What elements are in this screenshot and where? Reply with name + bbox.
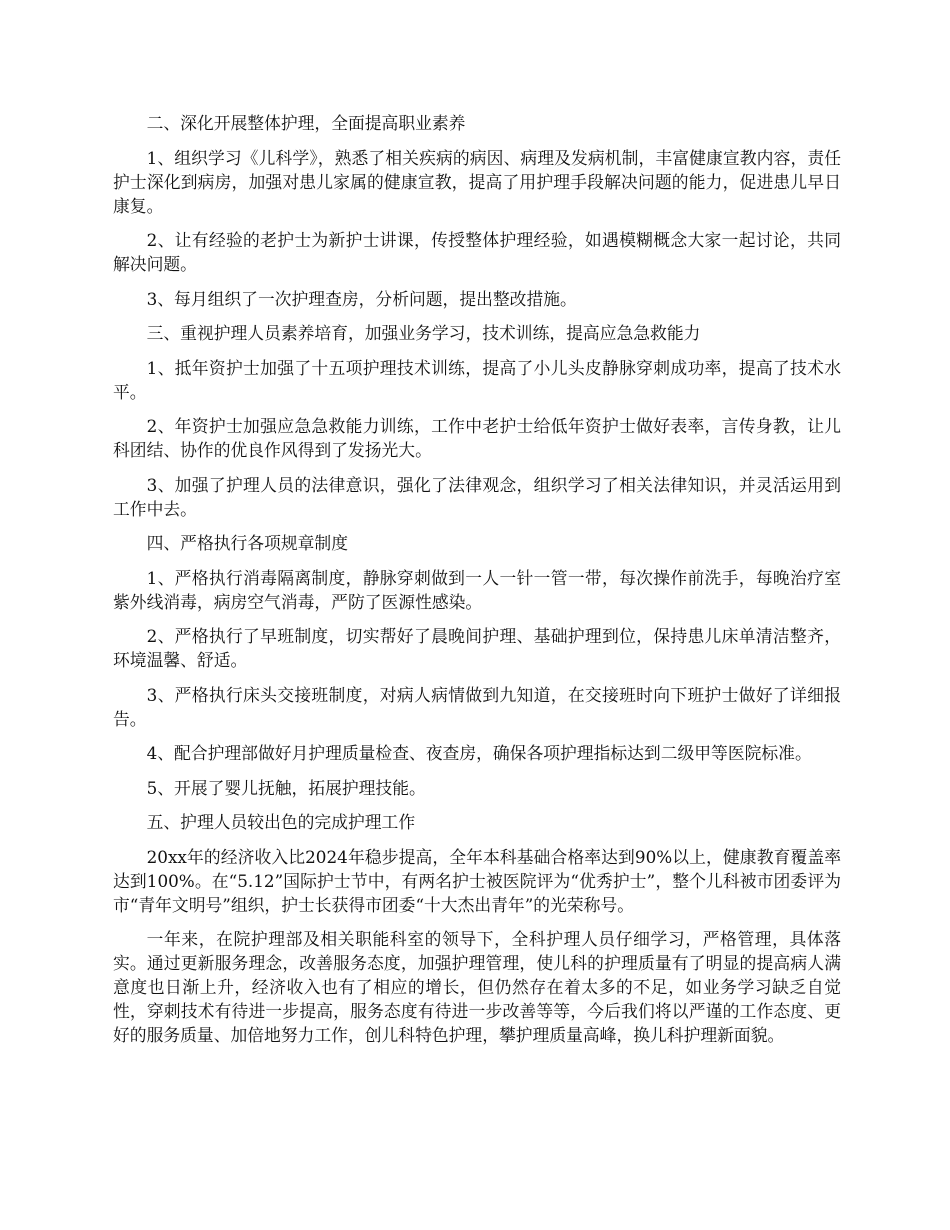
paragraph: 3、每月组织了一次护理查房，分析问题，提出整改措施。 (146, 288, 577, 309)
paragraph: 1、严格执行消毒隔离制度，静脉穿刺做到一人一针一管一带，每次操作前洗手，每晚治疗室紫外线消毒，病房空气消毒，严防了医源性感染。 (113, 567, 841, 612)
paragraph: 5、开展了婴儿抚触，拓展护理技能。 (146, 777, 426, 798)
section-heading-5: 五、护理人员较出色的完成护理工作 (146, 812, 416, 832)
paragraph: 1、抵年资护士加强了十五项护理技术训练，提高了小儿头皮静脉穿刺成功率，提高了技术水平。 (113, 357, 841, 402)
paragraph: 2、年资护士加强应急急救能力训练，工作中老护士给低年资护士做好表率，言传身教，让儿科团结、协作的优良作风得到了发扬光大。 (113, 416, 841, 460)
section-heading-4: 四、严格执行各项规章制度 (146, 533, 348, 553)
paragraph: 20xx年的经济收入比2024年稳步提高，全年本科基础合格率达到90%以上，健康教育覆盖率达到100%。在“5.12”国际护士节中，有两名护士被医院评为“优秀护士”，整个儿科被市团委评为市“青年文明号”组织，护士长获得市团委“十大杰出青年”的光荣称号。 (113, 846, 841, 915)
paragraph: 1、组织学习《儿科学》，熟悉了相关疾病的病因、病理及发病机制，丰富健康宣教内容，责任护士深化到病房，加强对患儿家属的健康宣教，提高了用护理手段解决问题的能力，促进患儿早日康复。 (113, 147, 841, 216)
paragraph: 一年来，在院护理部及相关职能科室的领导下，全科护理人员仔细学习，严格管理，具体落实。通过更新服务理念，改善服务态度，加强护理管理，使儿科的护理质量有了明显的提高病人满意度也日渐上升，经济收入也有了相应的增长，但仍然存在着太多的不足，如业务学习缺乏自觉性，穿刺技术有待进一步提高，服务态度有待进一步改善等等，今后我们将以严谨的工作态度、更好的服务质量、加倍地努力工作，创儿科特色护理，攀护理质量高峰，换儿科护理新面貌。 (113, 929, 841, 1045)
paragraph: 4、配合护理部做好月护理质量检查、夜查房，确保各项护理指标达到二级甲等医院标准。 (146, 743, 812, 763)
paragraph: 3、严格执行床头交接班制度，对病人病情做到九知道，在交接班时向下班护士做好了详细报告。 (113, 684, 841, 729)
paragraph: 2、严格执行了早班制度，切实帮好了晨晚间护理、基础护理到位，保持患儿床单清洁整齐，环境温馨、舒适。 (113, 626, 841, 670)
section-heading-2: 二、深化开展整体护理，全面提高职业素养 (146, 113, 466, 133)
paragraph: 3、加强了护理人员的法律意识，强化了法律观念，组织学习了相关法律知识，并灵活运用到工作中去。 (113, 474, 841, 519)
document-body (113, 111, 841, 1058)
paragraph: 2、让有经验的老护士为新护士讲课，传授整体护理经验，如遇模糊概念大家一起讨论，共同解决问题。 (113, 230, 841, 274)
section-heading-3: 三、重视护理人员素养培育，加强业务学习，技术训练，提高应急急救能力 (146, 323, 701, 343)
